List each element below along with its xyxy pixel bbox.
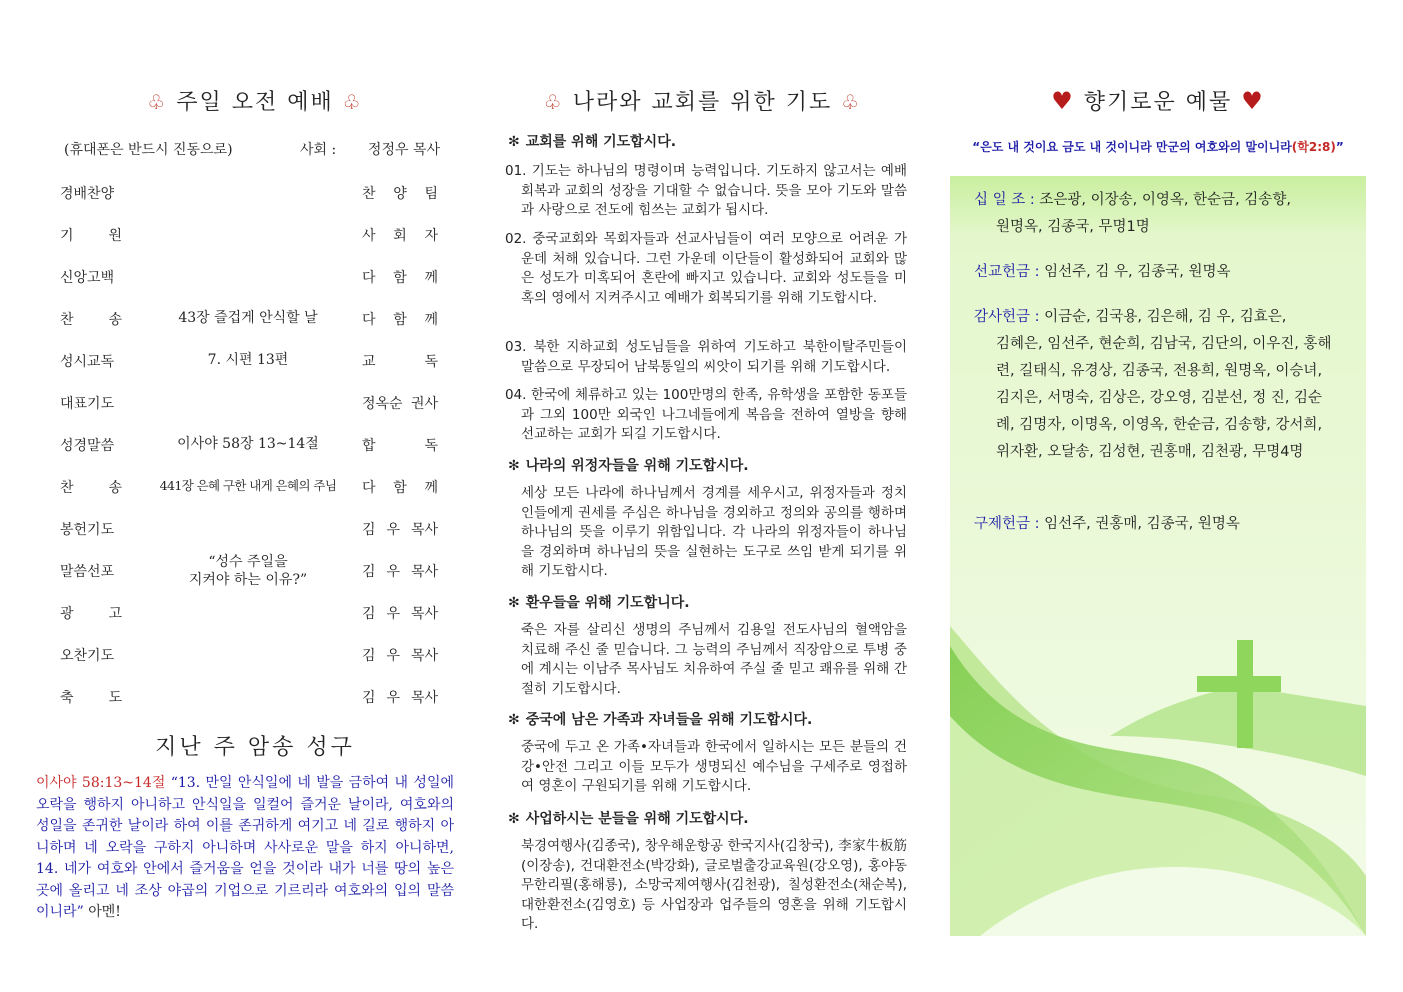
service-item-label: 성경말씀 (60, 438, 115, 454)
service-row (60, 435, 450, 471)
service-item-detail: 이사야 58장 13~14절 (177, 436, 319, 452)
memory-verse-title: 지난 주 암송 성구 (155, 735, 355, 760)
clover-icon: ♧ (147, 90, 168, 114)
memory-verse-body: “13. 만일 안식일에 네 발을 금하여 내 성일에 오락을 행하지 아니하고 안식일을 일컬어 즐거운 날이라, 여호와의 성일을 존귀한 날이라 하여 이를 존귀하게 여기고 네 길로 행하지 아니하며 네 오락을 구하지 아니하며 사사로운 말을 하지 아니하면, 14. 네가 여호와 안에서 즐거움을 얻을 것이라 내가 너를 땅의 높은 곳에 올리고 네 조상 야곱의 기업으로 기르리라 여호와의 입의 말씀이니라” (36, 775, 454, 920)
phone-notice: (휴대폰은 반드시 진동으로) (64, 142, 233, 158)
service-row (60, 309, 450, 345)
offering-verse-text: “은도 내 것이요 금도 내 것이니라 만군의 여호와의 말이니라 (972, 140, 1292, 154)
prayer-section-head: ✻ 환우들을 위해 기도합니다. (508, 595, 690, 611)
service-item-label: 찬 송 (60, 480, 122, 496)
service-item-label: 찬 송 (60, 312, 122, 328)
prayer-section-head: ✻ 중국에 남은 가족과 자녀들을 위해 기도합시다. (508, 712, 813, 728)
offering-title (952, 85, 1364, 116)
service-item-label: 축 도 (60, 690, 122, 706)
church-prayer-item: 04. 한국에 체류하고 있는 100만명의 한족, 유학생을 포함한 동포들과 그외 100만 외국인 나그네들에게 복음을 전하여 열방을 향해 선교하는 교회가 되길 기도합시다. (505, 387, 907, 442)
service-item-leader: 김 우 목사 (362, 564, 438, 580)
green-cross-background (950, 176, 1366, 936)
service-item-label: 오찬기도 (60, 648, 115, 664)
service-row (60, 351, 450, 387)
service-item-label: 광 고 (60, 606, 122, 622)
patients-prayer-text: 죽은 자를 살리신 생명의 주님께서 김용일 전도사님의 혈액암을 치료해 주신 줄 믿습니다. 그 능력의 주님께서 직장암으로 투병 중에 계시는 이남주 목사님도 치유하여 주실 줄 믿고 쾌유를 위해 간절히 기도합시다. (521, 622, 907, 697)
service-item-label: 성시교독 (60, 354, 115, 370)
clover-icon: ♧ (543, 90, 564, 114)
clover-icon: ♧ (841, 90, 862, 114)
service-item-leader: 김 우 목사 (362, 690, 438, 706)
asterisk-icon: ✻ (508, 134, 520, 150)
service-item-label: 말씀선포 (60, 564, 115, 580)
service-item-detail: “성수 주일을 지켜야 하는 이유?” (188, 554, 308, 588)
prayer-title-text: 나라와 교회를 위한 기도 (572, 90, 833, 115)
worship-title-text: 주일 오전 예배 (176, 90, 334, 115)
service-item-leader: 다 함 께 (362, 312, 438, 328)
service-row (60, 477, 450, 513)
service-item-leader: 다 함 께 (362, 270, 438, 286)
asterisk-icon: ✻ (508, 595, 520, 611)
offering-relief: 구제헌금 : 임선주, 권홍매, 김종국, 원명옥 (974, 516, 1240, 532)
prayer-section-head: ✻ 교회를 위해 기도합시다. (508, 134, 677, 150)
memory-verse-text (36, 773, 454, 924)
service-item-leader: 합 독 (362, 438, 438, 454)
offering-verse-reference: (학2:8) (1291, 140, 1336, 154)
host-name: 정정우 목사 (367, 142, 440, 158)
service-item-label: 봉헌기도 (60, 522, 115, 538)
service-row (60, 519, 450, 555)
prayer-section-head: ✻ 사업하시는 분들을 위해 기도합시다. (508, 811, 749, 827)
church-prayer-item: 03. 북한 지하교회 성도님들을 위하여 기도하고 북한이탈주민들이 말씀으로 무장되어 남북통일의 씨앗이 되기를 위해 기도합시다. (505, 339, 907, 375)
host-label: 사회 : (300, 142, 337, 158)
service-row (60, 645, 450, 681)
church-prayer-item: 01. 기도는 하나님의 명령이며 능력입니다. 기도하지 않고서는 예배 회복과 교회의 성장을 기대할 수 없습니다. 뜻을 모아 기도와 말씀과 사랑으로 전도에 힘쓰는 교회가 됩시다. (505, 163, 907, 218)
service-item-leader: 교 독 (362, 354, 438, 370)
offering-thanks: 감사헌금 : 이금순, 김국용, 김은해, 김 우, 김효은, 김혜은, 임선주, 현순희, 김남국, 김단의, 이우진, 홍해련, 길태식, 유경상, 김종국, 전용희, 원명옥, 이승녀, 김지은, 서명숙, 김상은, 강오영, 김분선, 정 진, 김순례, 김명자, 이명옥, 이영옥, 한순금, 김송향, 강서희, 위자환, 오달송, 김성현, 권홍매, 김천광, 무명4명 (974, 309, 1332, 460)
heart-icon: ♥ (1051, 87, 1075, 115)
asterisk-icon: ✻ (508, 811, 520, 827)
leaders-prayer-text: 세상 모든 나라에 하나님께서 경계를 세우시고, 위정자들과 정치인들에게 권세를 주심은 하나님을 경외하고 정의와 공의를 행하며 하나님의 뜻을 이루기 위함입니다. 각 나라의 위정자들이 하나님을 경외하며 하나님의 뜻을 실현하는 도구로 쓰임 받게 되기를 위해 기도합시다. (521, 485, 907, 579)
service-item-detail: 43장 즐겁게 안식할 날 (178, 310, 318, 326)
business-prayer-text: 북경여행사(김종국), 창우해운항공 한국지사(김창국), 李家牛板筋(이장송), 건대환전소(박강화), 글로벌출강교육원(강오영), 홍야동무한리필(홍해룡), 소망국제여행사(김천광), 칠성환전소(채순복), 대한환전소(김영호) 등 사업장과 업주들의 영혼을 위해 기도합시다. (521, 838, 907, 932)
clover-icon: ♧ (342, 90, 363, 114)
asterisk-icon: ✻ (508, 712, 520, 728)
service-row (60, 687, 450, 723)
offering-verse-close: ” (1335, 140, 1344, 154)
service-item-label: 기 원 (60, 228, 122, 244)
service-row (60, 183, 450, 219)
service-item-leader: 다 함 께 (362, 480, 438, 496)
service-item-label: 경배찬양 (60, 186, 115, 202)
offering-mission: 선교헌금 : 임선주, 김 우, 김종국, 원명옥 (974, 264, 1231, 280)
memory-verse-reference: 이사야 58:13~14절 (36, 775, 166, 791)
service-row (60, 225, 450, 261)
offering-tithe: 십 일 조 : 조은광, 이장송, 이영옥, 한순금, 김송향, 원명옥, 김종국, 무명1명 (974, 192, 1291, 235)
service-row (60, 553, 450, 589)
service-row (60, 603, 450, 639)
worship-title (60, 85, 450, 116)
cross-horizontal (1197, 676, 1281, 692)
prayer-section-head: ✻ 나라의 위정자들을 위해 기도합시다. (508, 458, 749, 474)
service-item-label: 대표기도 (60, 396, 115, 412)
asterisk-icon: ✻ (508, 458, 520, 474)
service-item-leader: 김 우 목사 (362, 648, 438, 664)
service-item-detail: 441장 은혜 구한 내게 은혜의 주님 (159, 478, 337, 493)
service-item-leader: 김 우 목사 (362, 606, 438, 622)
service-row (60, 393, 450, 429)
family-prayer-text: 중국에 두고 온 가족•자녀들과 한국에서 일하시는 모든 분들의 건강•안전 그리고 이들 모두가 생명되신 예수님을 구세주로 영접하여 영혼이 구원되기를 위해 기도합시다. (521, 739, 907, 794)
service-row (60, 267, 450, 303)
service-item-leader: 찬 양 팀 (362, 186, 438, 202)
service-item-leader: 김 우 목사 (362, 522, 438, 538)
cross-vertical (1237, 640, 1253, 748)
memory-verse-amen: 아멘! (88, 904, 121, 920)
offering-verse (952, 138, 1364, 155)
service-item-leader: 사 회 자 (362, 228, 438, 244)
service-item-leader: 정옥순 권사 (362, 396, 438, 412)
offering-title-text: 향기로운 예물 (1083, 90, 1233, 115)
prayer-title (500, 85, 905, 116)
host-line (300, 139, 440, 159)
service-item-detail: 7. 시편 13편 (207, 352, 289, 368)
heart-icon: ♥ (1241, 87, 1265, 115)
church-prayer-item: 02. 중국교회와 목회자들과 선교사님들이 여러 모양으로 어려운 가운데 처해 있습니다. 그런 가운데 이단들이 활성화되어 교회와 많은 성도가 미혹되어 혼란에 빠지고 있습니다. 교회와 성도들을 미혹의 영에서 지켜주시고 예배가 회복되기를 위해 기도합시다. (505, 231, 907, 306)
service-item-label: 신앙고백 (60, 270, 115, 286)
